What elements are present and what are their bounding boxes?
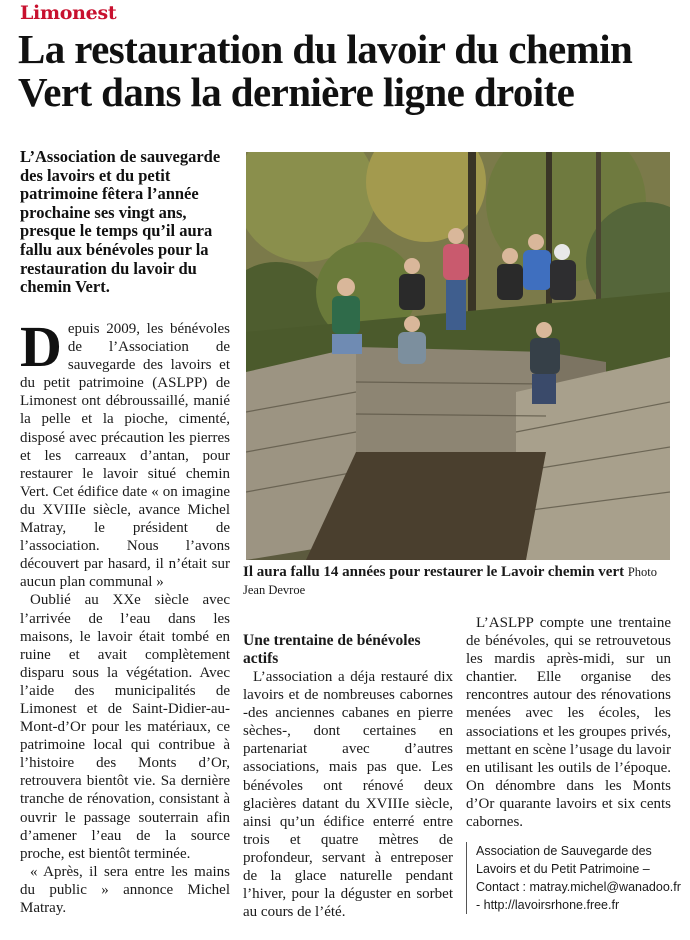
article-lede: L’Association de sauvegarde des lavoirs et du petit patrimoine fêtera l’année prochaine ses vingt ans, presque le temps qu’il aura fallu aux bénévoles pour la restauration du lavoir du chemin Vert.	[20, 147, 221, 297]
photo-illustration	[246, 152, 670, 560]
article-column-2	[243, 668, 453, 921]
paragraph: L’association a déja restauré dix lavoirs et de nombreuses cabornes -des anciennes cabanes en pierre sèches-, dont certaines en partenariat avec d’autres associations, mais pas que. Les bénévoles ont rénové deux glacières datant du XVIIIe siècle, ainsi qu’un édifice enterré entre trois et quatre mètres de profondeur, servant à entreposer de la glace naturelle pendant l’hiver, pour la déguster en sorbet au cours de l’été.	[243, 669, 453, 921]
section-subhead: Une trentaine de bénévoles actifs	[243, 632, 421, 667]
paragraph	[20, 314, 230, 591]
paragraph: L’ASLPP compte une trentaine de bénévoles, qui se retrouvetous les mardis après-midi, sur un chantier. Elle organise des rencontres autour des rénovations menées avec les écoles, les associations et les groupes privés, mettant en scène l’usage du lavoir en utilisant les outils de l’époque. On dénombre dans les Monts d’Or quarante lavoirs et six cents cabornes.	[466, 615, 671, 831]
photo-credit: Photo Jean Devroe	[243, 565, 658, 597]
section-kicker: Limonest	[20, 2, 117, 24]
paragraph: « Après, il sera entre les mains du public » annonce Michel Matray.	[20, 863, 230, 916]
paragraph: Oublié au XXe siècle avec l’arrivée de l’eau dans les maisons, le lavoir était tombé en ruine et avait complètement disparu sous la végétation. Avec l’aide des municipalités de Limonest et de Saint-Didier-au-Mont-d’Or pour les matériaux, ce patrimoine local qui contribue à l’histoire des Monts d’Or, retrouvera bientôt vie. Sa dernière tranche de rénovation, consistant à ouvrir le passage souterrain afin d’amener l’eau de la source proche, est bientôt terminée.	[20, 592, 230, 862]
article-column-3	[466, 614, 671, 831]
drop-cap: D	[20, 314, 62, 379]
contact-box: Association de Sauvegarde des Lavoirs et du Petit Patrimoine – Contact : matray.michel@wanadoo.fr - http://lavoirsrhone.free.fr	[466, 842, 681, 914]
article-photo	[246, 152, 670, 560]
article-column-1	[20, 314, 230, 917]
paragraph-text: epuis 2009, les bénévoles de l’Association de sauvegarde des lavoirs et du petit patrimoine (ASLPP) de Limonest ont débroussaillé, manié la pelle et la pioche, cimenté, disposé avec précaution les pierres et les carreaux d’antan, pour restaurer le lavoir situé chemin Vert. Cet édifice date « on imagine du XVIIIe siècle, avance Michel Matray, le président de l’association. Nous l’avons découvert par hasard, il n’était sur aucun plan communal »	[20, 321, 230, 591]
caption-text: Il aura fallu 14 années pour restaurer le Lavoir chemin vert	[243, 564, 625, 580]
article-headline: La restauration du lavoir du chemin Vert dans la dernière ligne droite	[18, 26, 633, 115]
photo-caption	[243, 563, 673, 599]
